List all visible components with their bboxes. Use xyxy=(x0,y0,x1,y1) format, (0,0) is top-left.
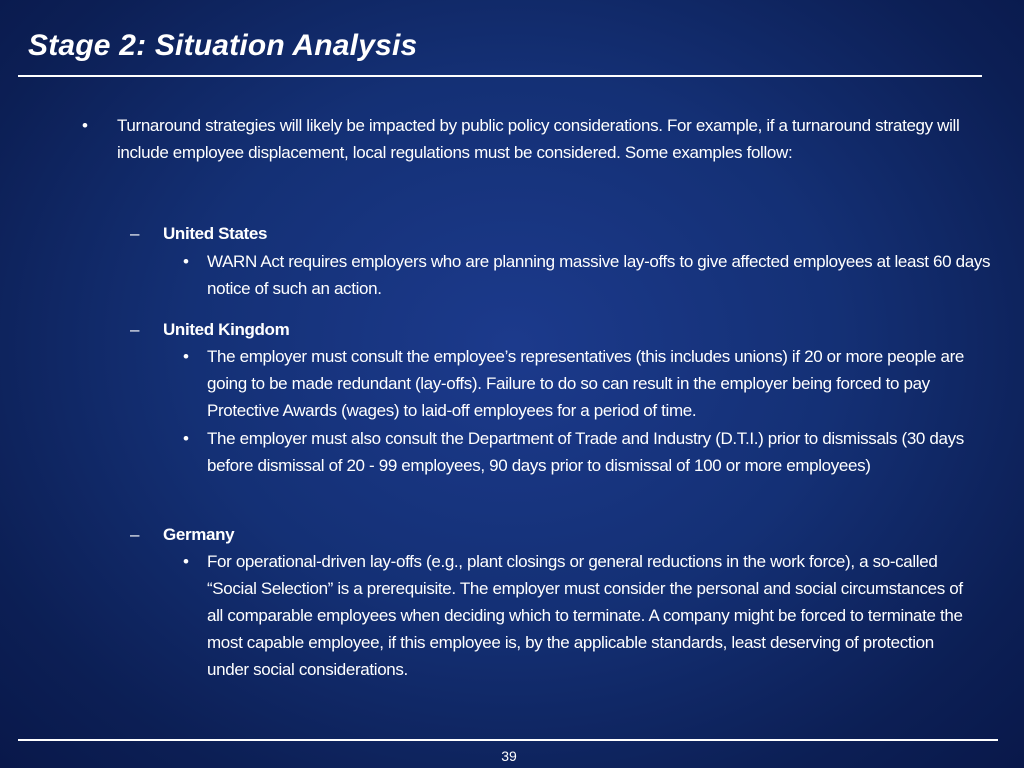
footer-divider xyxy=(18,739,998,741)
country-marker-de: – xyxy=(130,525,140,544)
country-heading-de: Germany xyxy=(163,525,235,544)
de-point-1-text: For operational-driven lay-offs (e.g., plant closings or general reductions in the work force), a so-called “Social Selection” is a prerequisite. The employer must consider the personal and social circumstances of all comparable employees when deciding which to terminate. A company might be forced to terminate the most capable employee, if this employee is, by the applicable standards, least deserving of protection under social considerations. xyxy=(207,552,963,679)
us-point-1-marker: • xyxy=(183,252,189,271)
de-point-1-marker: • xyxy=(183,552,189,571)
intro-bullet-marker: • xyxy=(82,116,88,135)
slide-title: Stage 2: Situation Analysis xyxy=(28,29,418,62)
uk-point-1-marker: • xyxy=(183,347,189,366)
page-number: 39 xyxy=(501,748,517,764)
us-point-1-text: WARN Act requires employers who are planning massive lay-offs to give affected employees at least 60 days notice of such an action. xyxy=(207,252,991,298)
country-heading-uk: United Kingdom xyxy=(163,320,290,339)
uk-point-1-text: The employer must consult the employee’s representatives (this includes unions) if 20 or more people are going to be made redundant (lay-offs). Failure to do so can result in the employer being forced to pay Protective Awards (wages) to laid-off employees for a period of time. xyxy=(207,347,965,420)
uk-point-2-marker: • xyxy=(183,429,189,448)
country-marker-us: – xyxy=(130,224,140,243)
title-divider xyxy=(18,75,982,77)
country-marker-uk: – xyxy=(130,320,140,339)
intro-text: Turnaround strategies will likely be impacted by public policy considerations. For example, if a turnaround strategy will include employee displacement, local regulations must be considered. Some examples follow: xyxy=(117,116,960,162)
uk-point-2-text: The employer must also consult the Department of Trade and Industry (D.T.I.) prior to dismissals (30 days before dismissal of 20 - 99 employees, 90 days prior to dismissal of 100 or more employees) xyxy=(207,429,964,475)
country-heading-us: United States xyxy=(163,224,268,243)
